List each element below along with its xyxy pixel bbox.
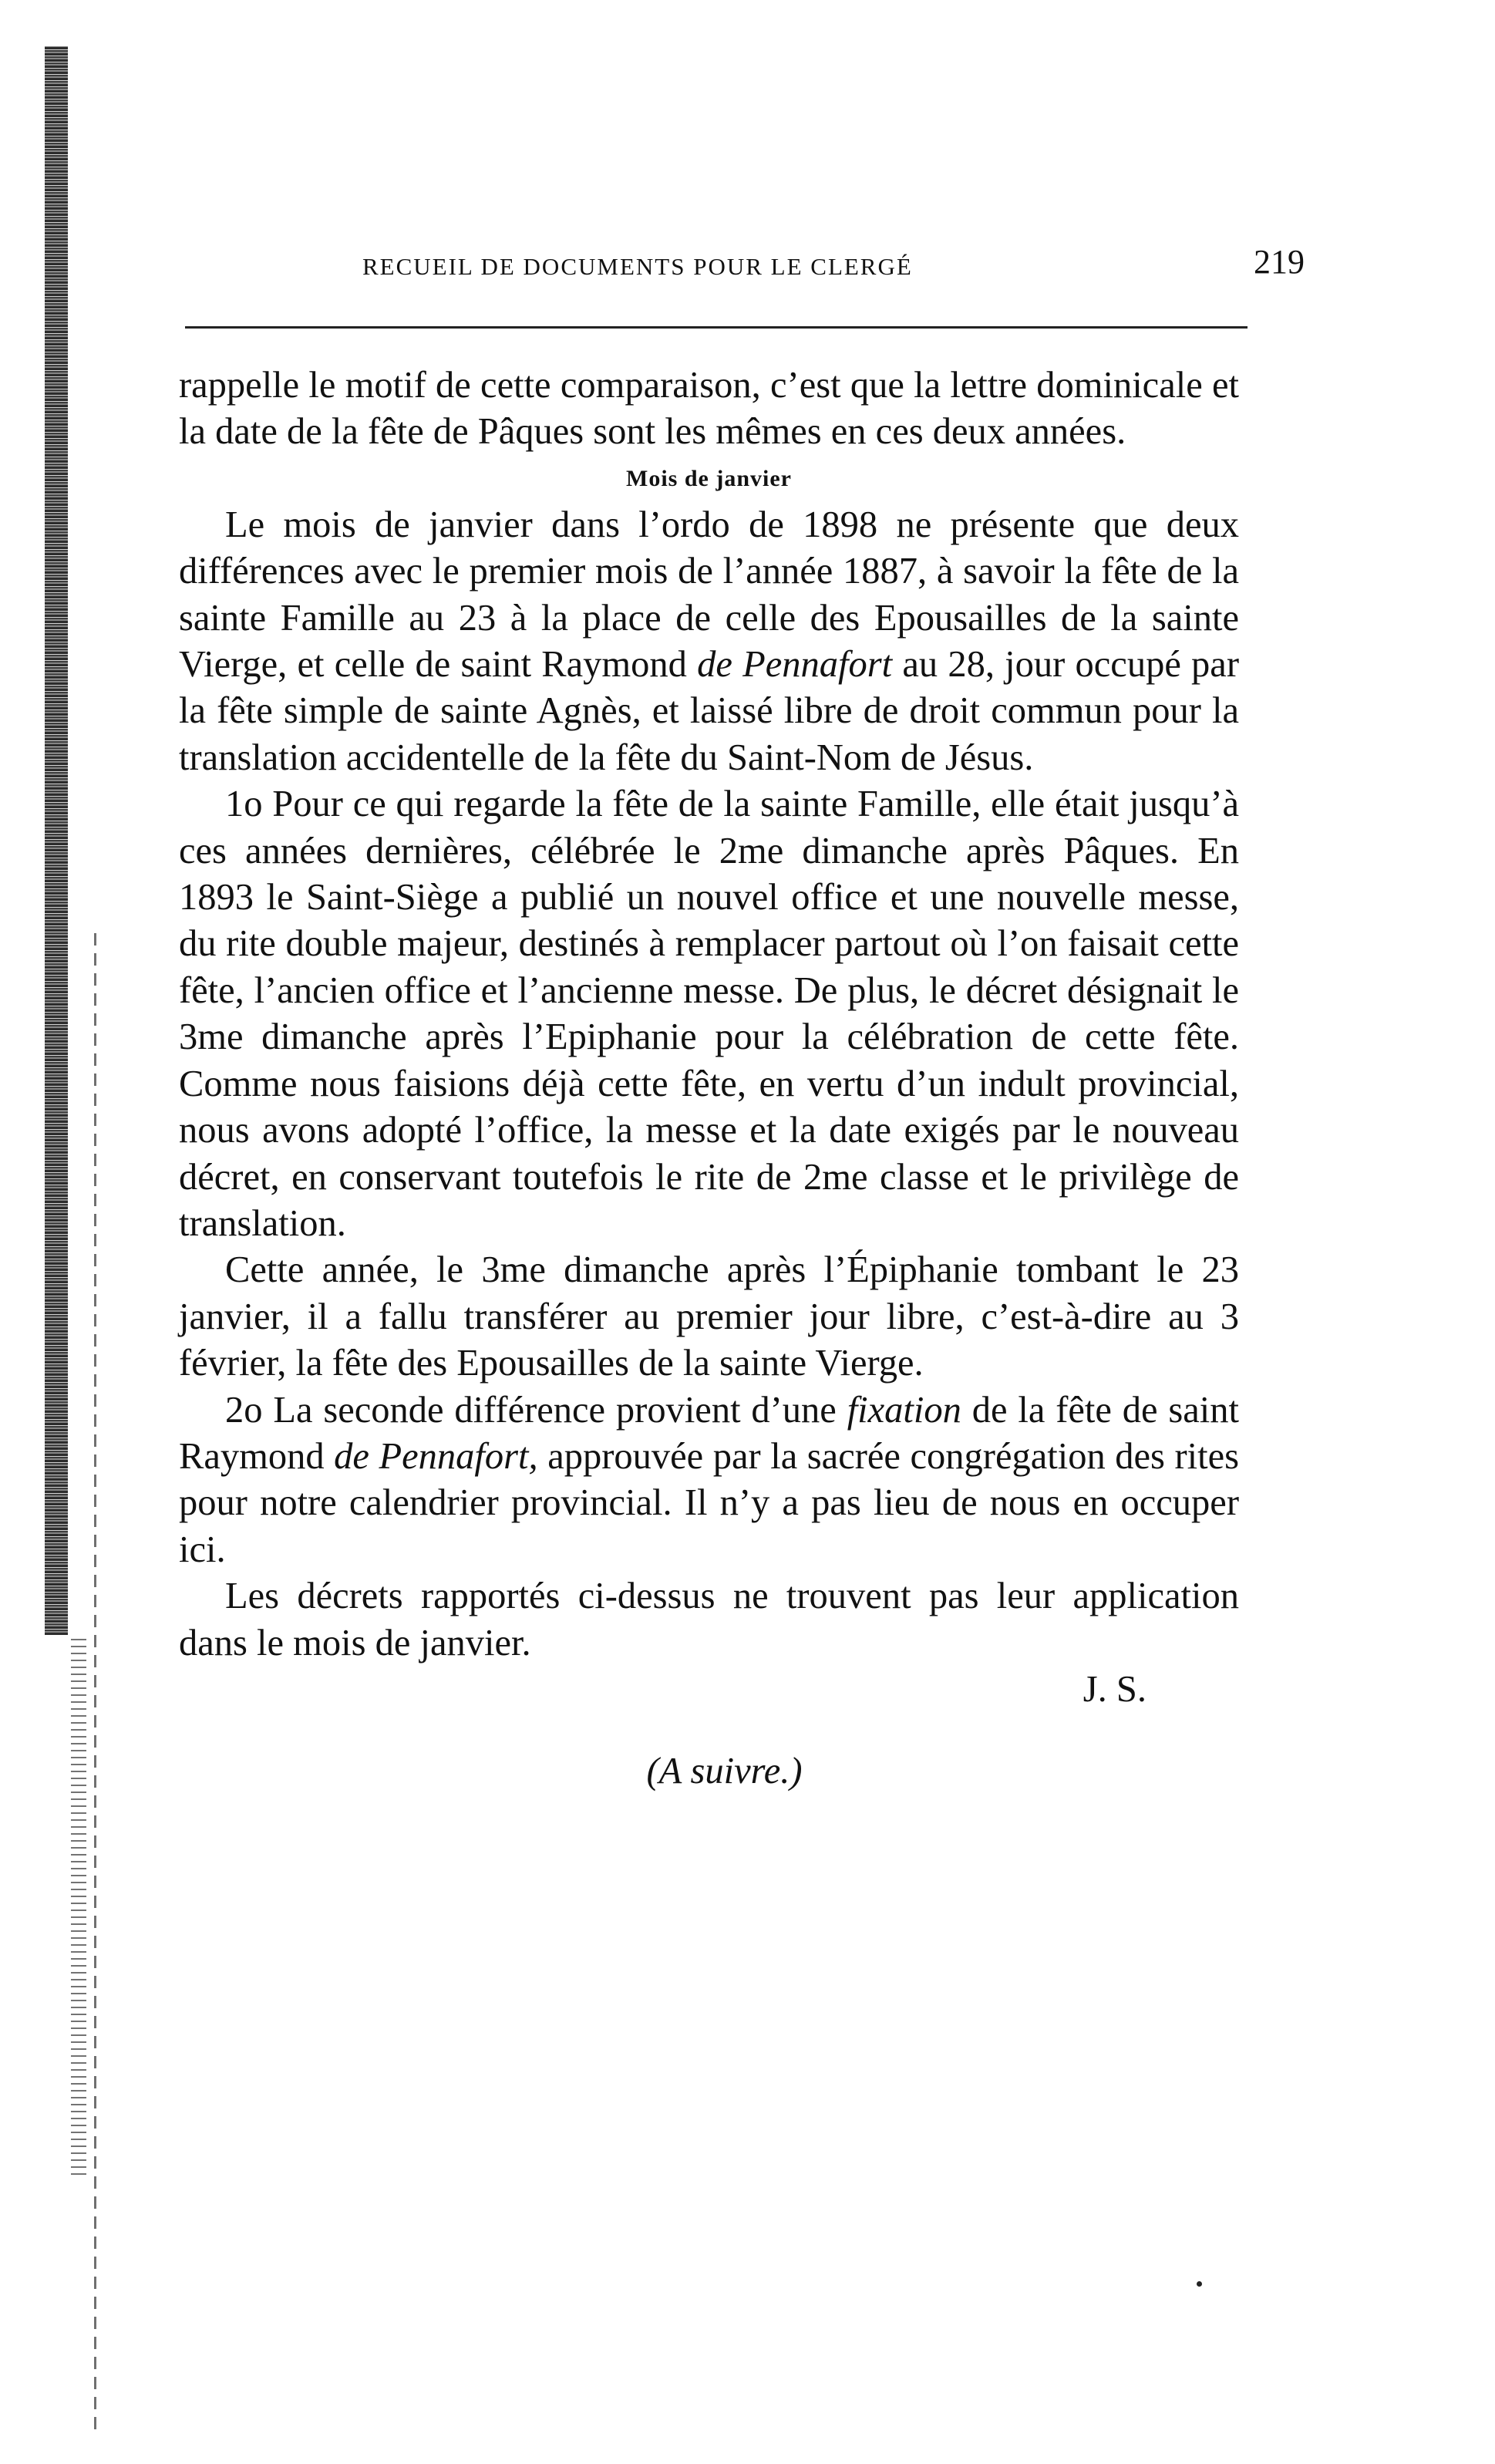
paragraph-second-difference <box>179 1387 1239 1574</box>
paragraph-this-year: Cette année, le 3me dimanche après l’Épiphanie tombant le 23 janvier, il a fallu transférer au premier jour libre, c’est-à-dire au 3 février, la fête des Epousailles de la sainte Vierge. <box>179 1249 1239 1384</box>
paragraph-second-text-c: approuvée par la sacrée congrégation des rites pour notre calendrier provincial. Il n’y a pas lieu de nous en occuper ici. <box>179 1435 1239 1570</box>
running-title: RECUEIL DE DOCUMENTS POUR LE CLERGÉ <box>362 253 913 280</box>
paragraph-second-text-a: 2o La seconde différence provient d’une <box>225 1389 847 1431</box>
to-be-continued: (A suivre.) <box>646 1751 803 1792</box>
paragraph-intro-text-b: au 28, jour occupé par la fête simple de sainte Agnès, et laissé libre de droit commun pour la translation accidentelle de la fête du Saint-Nom de Jésus. <box>179 644 1239 778</box>
paragraph-second-italic-1: fixation <box>847 1389 961 1431</box>
ink-speck <box>1197 2281 1202 2287</box>
binding-edge-scan-lower <box>71 1635 86 2175</box>
signature-line <box>179 1667 1239 1713</box>
binding-edge-scan <box>45 46 68 1635</box>
page-number: 219 <box>1254 243 1305 281</box>
binding-rule <box>94 925 96 2429</box>
running-head <box>179 245 1312 288</box>
section-heading: Mois de janvier <box>626 465 792 491</box>
paragraph-intro-italic: de Pennafort <box>697 644 893 686</box>
header-rule <box>185 326 1248 329</box>
continuation-paragraph: rappelle le motif de cette comparaison, c’est que la lettre dominicale et la date de la fête de Pâques sont les mêmes en ces deux années. <box>179 365 1239 453</box>
paragraph-closing: Les décrets rapportés ci-dessus ne trouvent pas leur application dans le mois de janvier. <box>179 1576 1239 1663</box>
paragraph-second-italic-2: de Pennafort, <box>334 1435 538 1477</box>
paragraph-first-difference: 1o Pour ce qui regarde la fête de la sainte Famille, elle était jusqu’à ces années dernières, célébrée le 2me dimanche après Pâques. En 1893 le Saint-Siège a publié un nouvel office et une nouvelle messe, du rite double majeur, destinés à remplacer partout où l’on faisait cette fête, l’ancien office et l’ancienne messe. De plus, le décret désignait le 3me dimanche après l’Epiphanie pour la célébration de cette fête. Comme nous faisions déjà cette fête, en vertu d’un indult provincial, nous avons adopté l’office, la messe et la date exigés par le nouveau décret, en conservant toutefois le rite de 2me classe et le privilège de translation. <box>179 784 1239 1244</box>
paragraph-intro-text-a: Le mois de janvier dans l’ordo de 1898 ne présente que deux différences avec le premier mois de l’année 1887, à savoir la fête de la sainte Famille au 23 à la place de celle des Epousailles de la sainte Vierge, et celle de saint Raymond <box>179 504 1239 686</box>
paragraph-intro <box>179 502 1239 781</box>
paragraph-second-text-b: de la fête de saint Raymond <box>179 1389 1239 1477</box>
page-body <box>179 362 1239 1795</box>
signature: J. S. <box>1083 1668 1147 1710</box>
